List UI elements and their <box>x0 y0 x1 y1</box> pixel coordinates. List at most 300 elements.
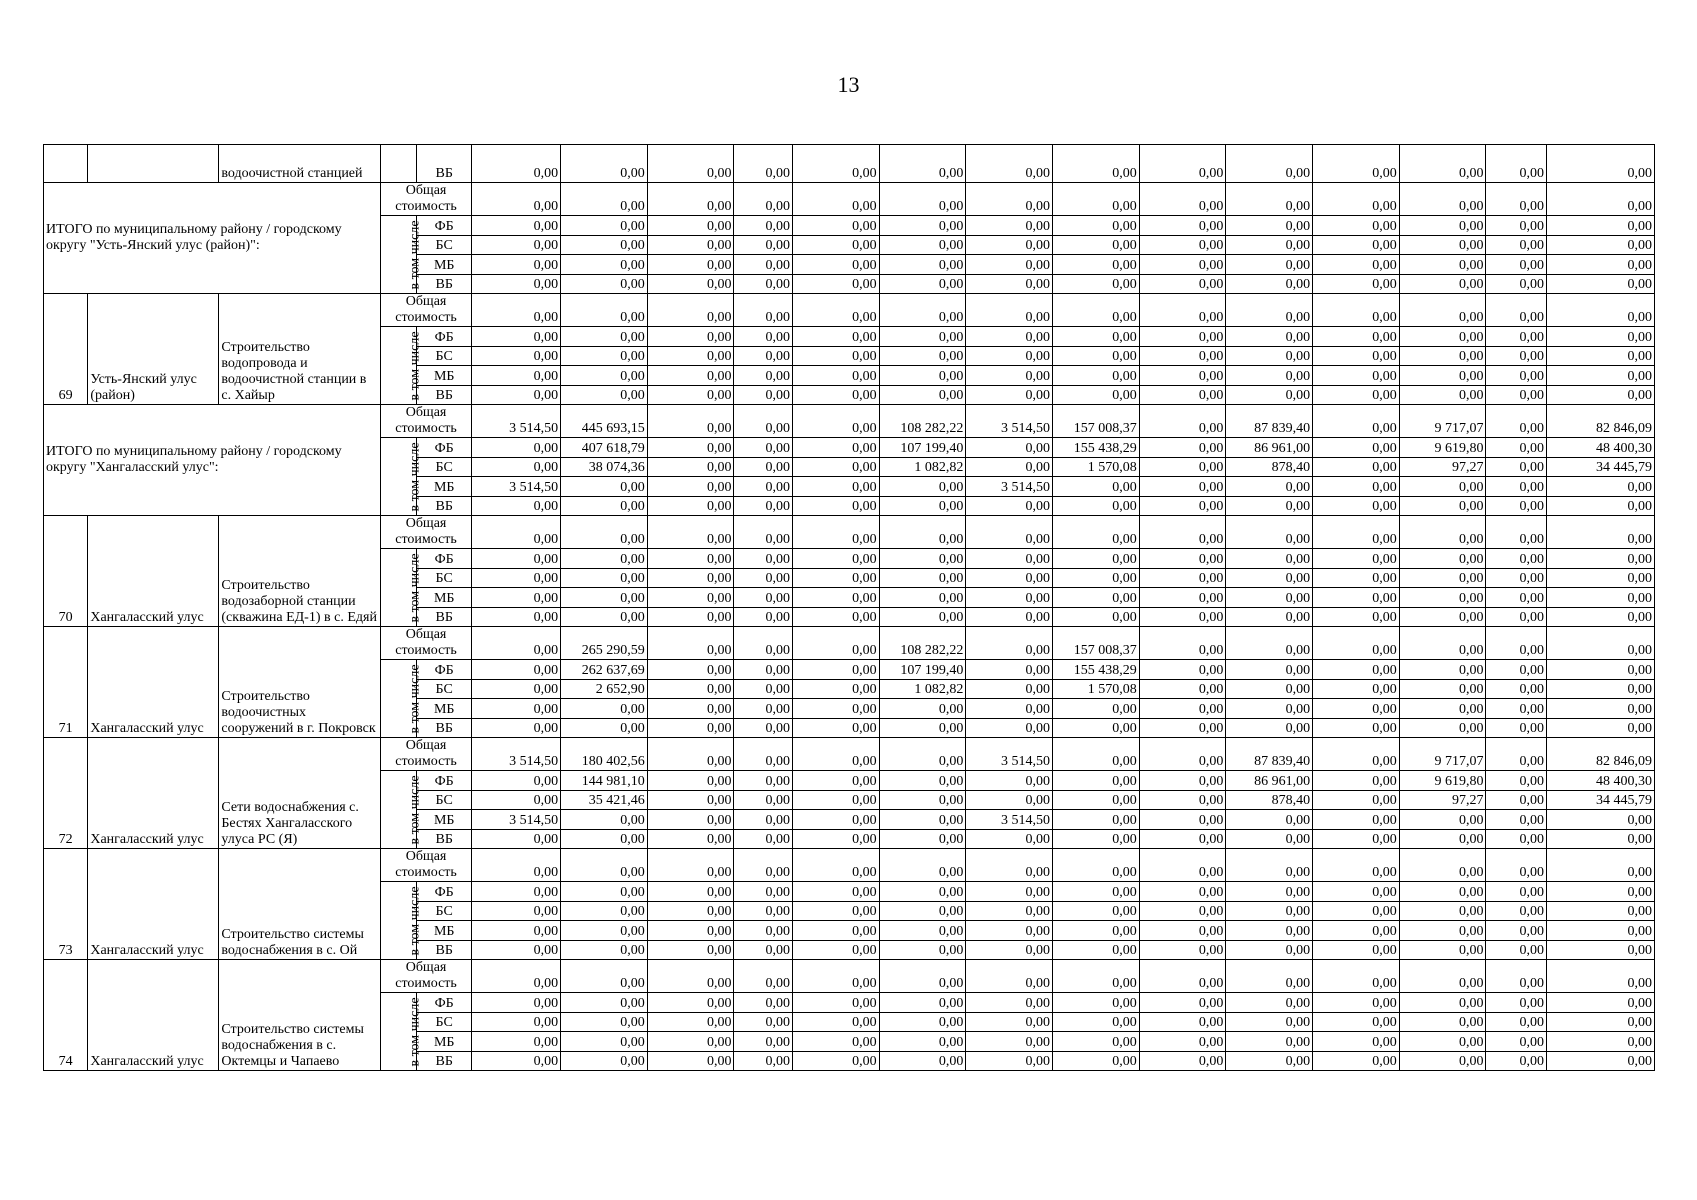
incl-label: в том числе <box>407 663 423 734</box>
value-cell: 0,00 <box>734 627 792 660</box>
value-cell: 0,00 <box>647 607 734 627</box>
value-cell: 0,00 <box>879 235 966 255</box>
value-cell: 0,00 <box>1486 901 1546 921</box>
value-cell: 0,00 <box>1486 738 1546 771</box>
value-cell: 0,00 <box>734 366 792 386</box>
value-cell: 0,00 <box>472 235 561 255</box>
source-cell: МБ <box>416 810 471 830</box>
value-cell: 0,00 <box>647 738 734 771</box>
value-cell: 0,00 <box>1486 549 1546 569</box>
value-cell: 0,00 <box>1546 849 1654 882</box>
value-cell: 0,00 <box>647 405 734 438</box>
value-cell: 0,00 <box>792 568 879 588</box>
value-cell: 0,00 <box>647 274 734 294</box>
value-cell: 9 717,07 <box>1399 405 1486 438</box>
value-cell: 0,00 <box>792 679 879 699</box>
value-cell: 0,00 <box>561 960 648 993</box>
value-cell: 0,00 <box>966 366 1053 386</box>
district-cell: Усть-Янский улус (район) <box>88 294 219 405</box>
project-cell: Строительство системы водоснабжения в с. Октемцы и Чапаево <box>219 960 380 1071</box>
value-cell: 0,00 <box>561 1012 648 1032</box>
table-row <box>44 738 1655 771</box>
incl-label: в том числе <box>407 885 423 956</box>
value-cell: 0,00 <box>792 294 879 327</box>
value-cell: 0,00 <box>1139 849 1226 882</box>
value-cell: 0,00 <box>1546 993 1654 1013</box>
value-cell: 0,00 <box>561 718 648 738</box>
value-cell: 407 618,79 <box>561 438 648 458</box>
value-cell: 0,00 <box>647 660 734 680</box>
row-number: 74 <box>44 960 88 1071</box>
value-cell: 0,00 <box>1399 829 1486 849</box>
value-cell: 0,00 <box>1053 235 1140 255</box>
value-cell: 0,00 <box>966 346 1053 366</box>
value-cell: 0,00 <box>1399 849 1486 882</box>
value-cell: 0,00 <box>647 588 734 608</box>
value-cell: 0,00 <box>1053 921 1140 941</box>
value-cell: 0,00 <box>561 882 648 902</box>
value-cell: 0,00 <box>1486 660 1546 680</box>
value-cell: 0,00 <box>734 294 792 327</box>
value-cell: 0,00 <box>1053 1051 1140 1071</box>
value-cell: 0,00 <box>792 516 879 549</box>
value-cell: 0,00 <box>1053 274 1140 294</box>
value-cell: 0,00 <box>1313 607 1400 627</box>
value-cell: 0,00 <box>1226 829 1313 849</box>
value-cell: 0,00 <box>1546 829 1654 849</box>
value-cell: 97,27 <box>1399 457 1486 477</box>
value-cell: 0,00 <box>647 940 734 960</box>
value-cell: 0,00 <box>1486 1012 1546 1032</box>
value-cell: 0,00 <box>1313 771 1400 791</box>
value-cell: 0,00 <box>1139 738 1226 771</box>
value-cell: 0,00 <box>1313 477 1400 497</box>
value-cell: 0,00 <box>472 940 561 960</box>
value-cell: 0,00 <box>472 457 561 477</box>
value-cell: 0,00 <box>1053 849 1140 882</box>
value-cell: 0,00 <box>1053 568 1140 588</box>
incl-label: в том числе <box>407 330 423 401</box>
value-cell: 0,00 <box>472 607 561 627</box>
value-cell: 0,00 <box>1486 183 1546 216</box>
value-cell: 0,00 <box>1226 901 1313 921</box>
value-cell: 3 514,50 <box>472 477 561 497</box>
value-cell: 0,00 <box>1139 921 1226 941</box>
value-cell: 0,00 <box>734 183 792 216</box>
value-cell: 0,00 <box>1313 294 1400 327</box>
value-cell: 0,00 <box>734 457 792 477</box>
value-cell: 3 514,50 <box>472 810 561 830</box>
value-cell: 0,00 <box>1546 679 1654 699</box>
value-cell: 0,00 <box>734 829 792 849</box>
value-cell: 0,00 <box>734 477 792 497</box>
value-cell: 0,00 <box>1053 366 1140 386</box>
value-cell: 0,00 <box>1053 810 1140 830</box>
value-cell: 0,00 <box>1139 438 1226 458</box>
table-row <box>44 145 1655 183</box>
value-cell: 0,00 <box>1053 477 1140 497</box>
value-cell: 0,00 <box>1313 1032 1400 1052</box>
incl-label: в том числе <box>407 552 423 623</box>
value-cell: 0,00 <box>792 790 879 810</box>
value-cell: 0,00 <box>879 294 966 327</box>
value-cell: 0,00 <box>1226 145 1313 183</box>
value-cell: 0,00 <box>647 385 734 405</box>
source-cell: ФБ <box>416 882 471 902</box>
value-cell: 0,00 <box>1139 882 1226 902</box>
value-cell: 0,00 <box>1313 346 1400 366</box>
value-cell: 0,00 <box>1139 810 1226 830</box>
value-cell: 0,00 <box>1139 385 1226 405</box>
project-cell: Строительство водопровода и водоочистной станции в с. Хайыр <box>219 294 380 405</box>
value-cell: 0,00 <box>1399 699 1486 719</box>
value-cell: 0,00 <box>879 496 966 516</box>
value-cell: 0,00 <box>1486 294 1546 327</box>
value-cell: 3 514,50 <box>966 738 1053 771</box>
value-cell: 0,00 <box>1139 993 1226 1013</box>
value-cell: 1 082,82 <box>879 679 966 699</box>
value-cell: 0,00 <box>647 790 734 810</box>
value-cell: 82 846,09 <box>1546 738 1654 771</box>
value-cell: 0,00 <box>1313 627 1400 660</box>
table-row <box>44 849 1655 882</box>
value-cell: 262 637,69 <box>561 660 648 680</box>
value-cell: 0,00 <box>1399 627 1486 660</box>
value-cell: 0,00 <box>792 183 879 216</box>
value-cell: 0,00 <box>1313 810 1400 830</box>
value-cell: 0,00 <box>1546 145 1654 183</box>
value-cell: 0,00 <box>1226 627 1313 660</box>
value-cell: 0,00 <box>647 438 734 458</box>
value-cell: 0,00 <box>1399 882 1486 902</box>
value-cell: 0,00 <box>1226 346 1313 366</box>
value-cell: 0,00 <box>966 457 1053 477</box>
value-cell: 0,00 <box>1546 1012 1654 1032</box>
value-cell: 0,00 <box>561 235 648 255</box>
value-cell: 0,00 <box>1139 183 1226 216</box>
value-cell: 0,00 <box>734 771 792 791</box>
value-cell: 0,00 <box>966 882 1053 902</box>
incl-label-cell <box>380 882 423 960</box>
value-cell: 0,00 <box>966 588 1053 608</box>
value-cell: 0,00 <box>1546 327 1654 347</box>
value-cell: 0,00 <box>1399 960 1486 993</box>
value-cell: 3 514,50 <box>966 477 1053 497</box>
district-cell: Хангаласский улус <box>88 738 219 849</box>
value-cell: 0,00 <box>792 405 879 438</box>
value-cell: 0,00 <box>792 849 879 882</box>
value-cell: 0,00 <box>1139 516 1226 549</box>
value-cell: 0,00 <box>1313 216 1400 236</box>
value-cell: 157 008,37 <box>1053 627 1140 660</box>
value-cell: 0,00 <box>1313 183 1400 216</box>
value-cell: 38 074,36 <box>561 457 648 477</box>
value-cell: 0,00 <box>1226 940 1313 960</box>
value-cell: 0,00 <box>1546 901 1654 921</box>
value-cell: 0,00 <box>561 516 648 549</box>
value-cell: 0,00 <box>879 216 966 236</box>
value-cell: 34 445,79 <box>1546 457 1654 477</box>
value-cell: 0,00 <box>1313 679 1400 699</box>
incl-label: в том числе <box>407 441 423 512</box>
value-cell: 0,00 <box>647 549 734 569</box>
value-cell: 0,00 <box>966 1012 1053 1032</box>
value-cell: 0,00 <box>647 718 734 738</box>
project-cell: Строительство водозаборной станции (скважина ЕД-1) в с. Едяй <box>219 516 380 627</box>
value-cell: 0,00 <box>734 438 792 458</box>
source-cell: ФБ <box>416 549 471 569</box>
source-cell: БС <box>416 679 471 699</box>
source-cell: МБ <box>416 699 471 719</box>
value-cell: 1 082,82 <box>879 457 966 477</box>
value-cell: 0,00 <box>1546 1051 1654 1071</box>
value-cell: 0,00 <box>734 660 792 680</box>
value-cell: 144 981,10 <box>561 771 648 791</box>
value-cell: 0,00 <box>472 496 561 516</box>
value-cell: 0,00 <box>1399 993 1486 1013</box>
value-cell: 0,00 <box>1399 385 1486 405</box>
source-cell: БС <box>416 457 471 477</box>
source-cell: ВБ <box>416 145 471 183</box>
value-cell: 0,00 <box>734 405 792 438</box>
value-cell: 0,00 <box>792 607 879 627</box>
value-cell: 0,00 <box>1226 660 1313 680</box>
value-cell: 0,00 <box>1486 993 1546 1013</box>
value-cell: 0,00 <box>1053 829 1140 849</box>
value-cell: 0,00 <box>561 1032 648 1052</box>
value-cell: 0,00 <box>1053 607 1140 627</box>
value-cell: 0,00 <box>1486 627 1546 660</box>
value-cell: 0,00 <box>1226 235 1313 255</box>
row-number: 69 <box>44 294 88 405</box>
value-cell: 0,00 <box>1486 327 1546 347</box>
value-cell: 0,00 <box>1313 940 1400 960</box>
value-cell: 0,00 <box>1139 405 1226 438</box>
value-cell: 0,00 <box>472 993 561 1013</box>
value-cell: 0,00 <box>1139 366 1226 386</box>
value-cell: 0,00 <box>966 921 1053 941</box>
value-cell: 0,00 <box>647 699 734 719</box>
value-cell: 0,00 <box>1399 1032 1486 1052</box>
value-cell: 0,00 <box>1486 810 1546 830</box>
value-cell: 0,00 <box>1139 607 1226 627</box>
value-cell: 0,00 <box>879 829 966 849</box>
value-cell: 0,00 <box>561 274 648 294</box>
value-cell: 0,00 <box>1139 790 1226 810</box>
value-cell: 0,00 <box>647 829 734 849</box>
incl-label: в том числе <box>407 996 423 1067</box>
value-cell: 0,00 <box>1546 1032 1654 1052</box>
value-cell: 0,00 <box>792 940 879 960</box>
value-cell: 0,00 <box>1313 921 1400 941</box>
project-cell: Строительство системы водоснабжения в с. Ой <box>219 849 380 960</box>
value-cell: 180 402,56 <box>561 738 648 771</box>
value-cell: 0,00 <box>1226 294 1313 327</box>
value-cell: 0,00 <box>1053 145 1140 183</box>
value-cell: 0,00 <box>792 366 879 386</box>
value-cell: 0,00 <box>879 790 966 810</box>
value-cell: 0,00 <box>647 921 734 941</box>
value-cell: 0,00 <box>734 960 792 993</box>
value-cell: 0,00 <box>734 346 792 366</box>
value-cell: 0,00 <box>1139 274 1226 294</box>
value-cell: 0,00 <box>1226 679 1313 699</box>
value-cell: 0,00 <box>879 385 966 405</box>
value-cell: 0,00 <box>1546 183 1654 216</box>
value-cell: 0,00 <box>1546 588 1654 608</box>
value-cell: 9 619,80 <box>1399 438 1486 458</box>
row-number: 72 <box>44 738 88 849</box>
value-cell: 0,00 <box>734 679 792 699</box>
value-cell: 0,00 <box>1139 255 1226 275</box>
value-cell: 0,00 <box>1053 771 1140 791</box>
source-cell: МБ <box>416 477 471 497</box>
value-cell: 0,00 <box>472 882 561 902</box>
value-cell: 0,00 <box>1139 477 1226 497</box>
value-cell: 0,00 <box>792 960 879 993</box>
source-cell: ВБ <box>416 385 471 405</box>
value-cell: 0,00 <box>734 385 792 405</box>
value-cell: 0,00 <box>966 385 1053 405</box>
value-cell: 0,00 <box>472 790 561 810</box>
value-cell: 0,00 <box>966 849 1053 882</box>
value-cell: 0,00 <box>1313 882 1400 902</box>
source-cell: МБ <box>416 1032 471 1052</box>
value-cell: 0,00 <box>966 901 1053 921</box>
source-cell: ФБ <box>416 438 471 458</box>
value-cell: 0,00 <box>1313 960 1400 993</box>
value-cell: 0,00 <box>472 849 561 882</box>
district-cell <box>88 145 219 183</box>
value-cell: 0,00 <box>966 679 1053 699</box>
value-cell: 0,00 <box>561 921 648 941</box>
value-cell: 0,00 <box>1486 438 1546 458</box>
value-cell: 0,00 <box>1486 346 1546 366</box>
value-cell: 157 008,37 <box>1053 405 1140 438</box>
value-cell: 0,00 <box>1313 235 1400 255</box>
value-cell: 0,00 <box>792 829 879 849</box>
value-cell: 0,00 <box>647 183 734 216</box>
value-cell: 0,00 <box>1053 699 1140 719</box>
total-cost-label: Общая стоимость <box>380 405 472 438</box>
value-cell: 0,00 <box>1313 274 1400 294</box>
value-cell: 0,00 <box>1053 294 1140 327</box>
value-cell: 0,00 <box>1486 385 1546 405</box>
value-cell: 0,00 <box>792 810 879 830</box>
value-cell: 0,00 <box>734 993 792 1013</box>
value-cell: 0,00 <box>1053 496 1140 516</box>
value-cell: 0,00 <box>1546 549 1654 569</box>
value-cell: 0,00 <box>966 790 1053 810</box>
value-cell: 0,00 <box>1486 771 1546 791</box>
value-cell: 0,00 <box>561 477 648 497</box>
table-row <box>44 405 1655 438</box>
value-cell: 0,00 <box>647 627 734 660</box>
value-cell: 0,00 <box>1226 1051 1313 1071</box>
value-cell: 0,00 <box>792 1032 879 1052</box>
value-cell: 0,00 <box>472 1012 561 1032</box>
value-cell: 0,00 <box>561 327 648 347</box>
value-cell: 0,00 <box>472 771 561 791</box>
value-cell: 0,00 <box>1053 588 1140 608</box>
value-cell: 82 846,09 <box>1546 405 1654 438</box>
value-cell: 0,00 <box>1053 738 1140 771</box>
value-cell: 0,00 <box>734 607 792 627</box>
value-cell: 0,00 <box>1399 549 1486 569</box>
value-cell: 0,00 <box>734 549 792 569</box>
value-cell: 0,00 <box>734 940 792 960</box>
value-cell: 0,00 <box>1053 255 1140 275</box>
value-cell: 0,00 <box>734 810 792 830</box>
value-cell: 0,00 <box>792 274 879 294</box>
value-cell: 0,00 <box>1399 940 1486 960</box>
value-cell: 9 717,07 <box>1399 738 1486 771</box>
value-cell: 0,00 <box>472 216 561 236</box>
value-cell: 0,00 <box>879 183 966 216</box>
value-cell: 0,00 <box>1226 993 1313 1013</box>
value-cell: 0,00 <box>966 274 1053 294</box>
value-cell: 0,00 <box>1226 607 1313 627</box>
table-row <box>44 516 1655 549</box>
value-cell: 0,00 <box>734 327 792 347</box>
value-cell: 0,00 <box>647 346 734 366</box>
value-cell: 0,00 <box>792 145 879 183</box>
value-cell: 0,00 <box>1313 516 1400 549</box>
value-cell: 0,00 <box>879 921 966 941</box>
incl-label-cell <box>380 327 423 405</box>
value-cell: 0,00 <box>1546 627 1654 660</box>
value-cell: 0,00 <box>1546 235 1654 255</box>
value-cell: 0,00 <box>1313 549 1400 569</box>
value-cell: 0,00 <box>1139 346 1226 366</box>
value-cell: 0,00 <box>1053 790 1140 810</box>
value-cell: 0,00 <box>1053 216 1140 236</box>
value-cell: 0,00 <box>561 549 648 569</box>
source-cell: ФБ <box>416 216 471 236</box>
value-cell: 0,00 <box>472 366 561 386</box>
value-cell: 0,00 <box>966 1032 1053 1052</box>
value-cell: 0,00 <box>879 568 966 588</box>
value-cell: 0,00 <box>1053 940 1140 960</box>
value-cell: 0,00 <box>792 882 879 902</box>
value-cell: 0,00 <box>966 255 1053 275</box>
value-cell: 0,00 <box>647 810 734 830</box>
value-cell: 0,00 <box>1226 183 1313 216</box>
district-cell: Хангаласский улус <box>88 960 219 1071</box>
total-cost-label: Общая стоимость <box>380 294 472 327</box>
value-cell: 0,00 <box>1399 568 1486 588</box>
value-cell: 0,00 <box>472 901 561 921</box>
incl-label-cell <box>380 438 423 516</box>
value-cell: 34 445,79 <box>1546 790 1654 810</box>
total-cost-label: Общая стоимость <box>380 738 472 771</box>
value-cell: 0,00 <box>472 274 561 294</box>
value-cell: 0,00 <box>472 588 561 608</box>
value-cell: 0,00 <box>1139 771 1226 791</box>
value-cell: 0,00 <box>472 1032 561 1052</box>
value-cell: 0,00 <box>792 771 879 791</box>
value-cell: 0,00 <box>647 496 734 516</box>
value-cell: 0,00 <box>1486 790 1546 810</box>
value-cell: 0,00 <box>1226 699 1313 719</box>
value-cell: 0,00 <box>1226 255 1313 275</box>
value-cell: 0,00 <box>1139 1012 1226 1032</box>
value-cell: 2 652,90 <box>561 679 648 699</box>
value-cell: 0,00 <box>1226 327 1313 347</box>
value-cell: 0,00 <box>1313 829 1400 849</box>
value-cell: 9 619,80 <box>1399 771 1486 791</box>
source-cell: БС <box>416 235 471 255</box>
